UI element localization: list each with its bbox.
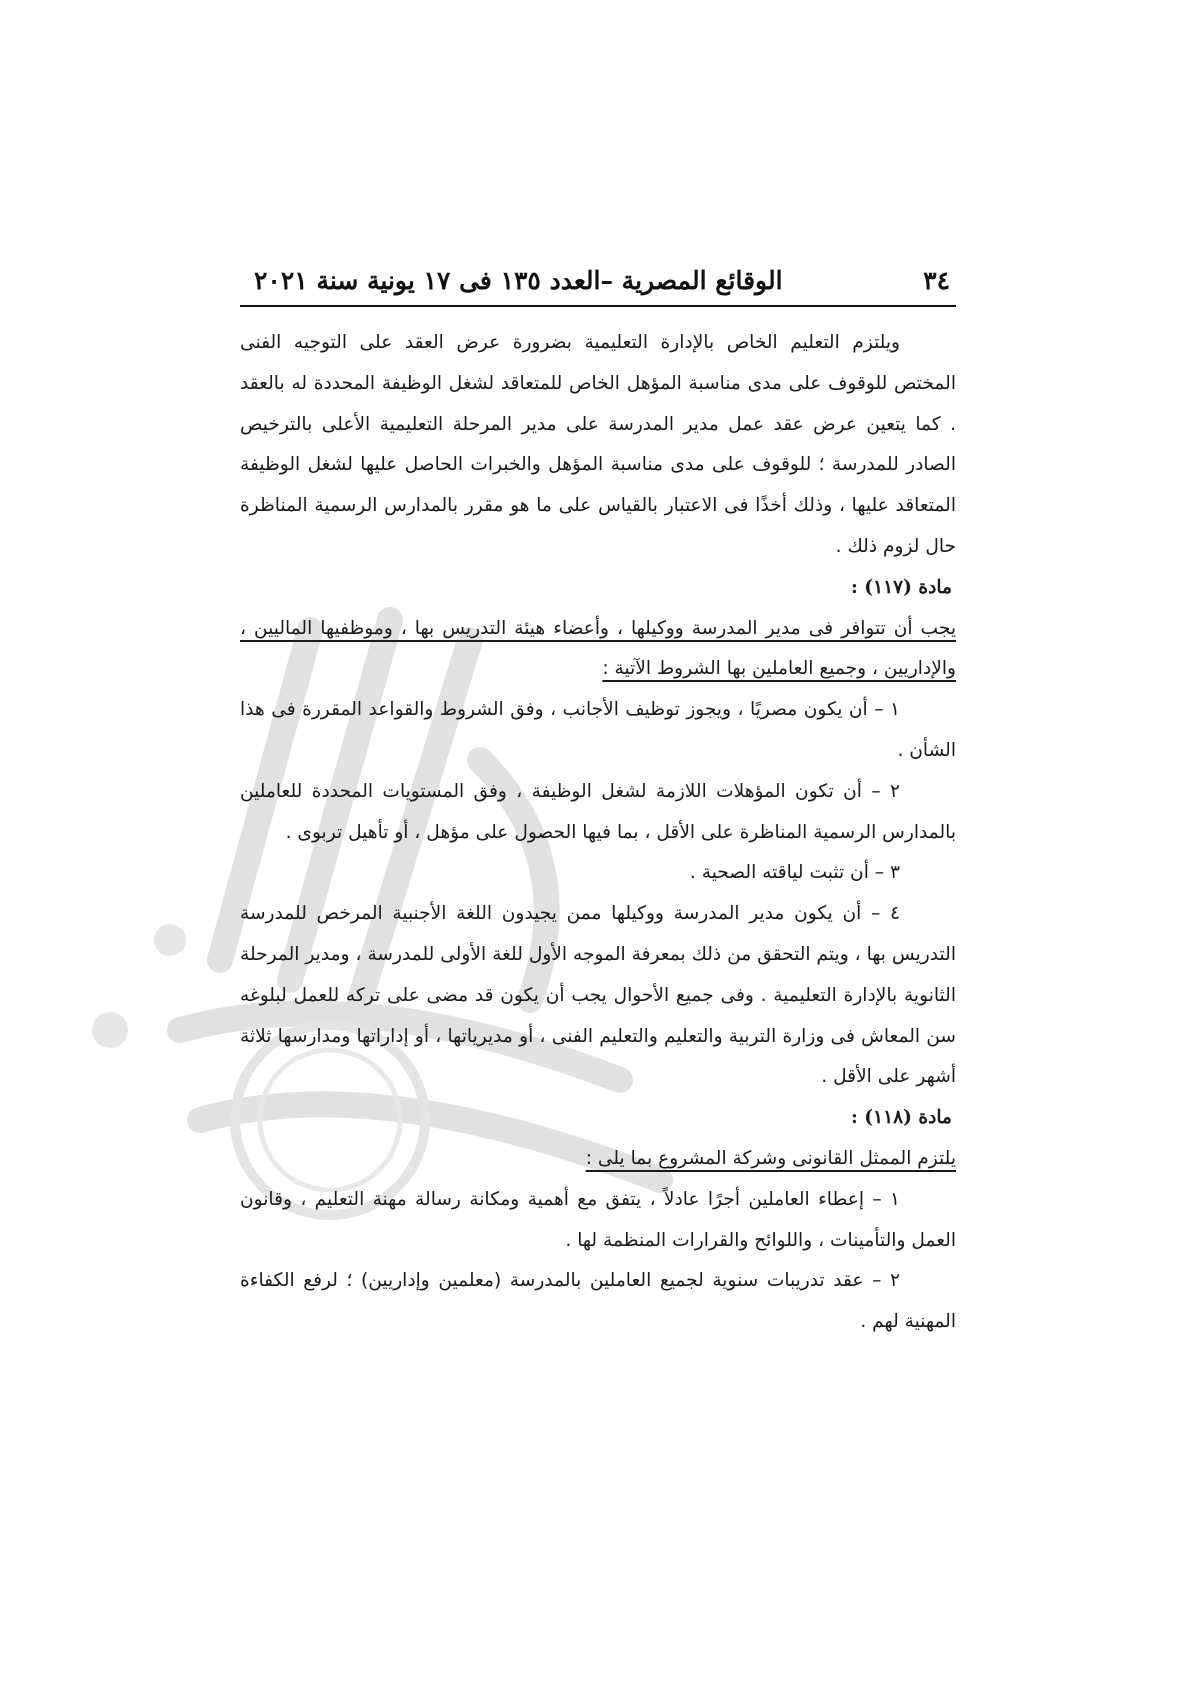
article-117-lead-text: يجب أن تتوافر فى مدير المدرسة ووكيلها ، وأعضاء هيئة التدريس بها ، وموظفيها الماليين ، والإداريين ، وجميع العاملين بها الشروط الآتية : <box>240 617 956 680</box>
article-118-item-1: ١ – إعطاء العاملين أجرًا عادلاً ، يتفق مع أهمية ومكانة رسالة مهنة التعليم ، وقانون العمل والتأمينات ، واللوائح والقرارات المنظمة لها . <box>240 1188 956 1251</box>
article-117-item-1: ١ – أن يكون مصريًا ، ويجوز توظيف الأجانب ، وفق الشروط والقواعد المقررة فى هذا الشأن . <box>240 699 956 761</box>
header-divider <box>240 305 956 307</box>
intro-paragraph: ويلتزم التعليم الخاص بالإدارة التعليمية بضرورة عرض العقد على التوجيه الفنى المختص للوقوف على مدى مناسبة المؤهل الخاص للمتعاقد لشغل الوظيفة المحددة له بالعقد . كما يتعين عرض عقد عمل مدير المدرسة على مدير المرحلة التعليمية الأعلى بالترخيص الصادر للمدرسة ؛ للوقوف على مدى مناسبة المؤهل والخبرات الحاصل عليها لشغل الوظيفة المتعاقد عليها ، وذلك أخذًا فى الاعتبار بالقياس على ما هو مقرر بالمدارس الرسمية المناظرة حال لزوم ذلك . <box>240 332 956 557</box>
page-number: ٣٤ <box>923 266 950 295</box>
gazette-title: الوقائع المصرية –العدد ١٣٥ فى ١٧ يونية سنة ٢٠٢١ <box>254 266 783 295</box>
article-118-lead-text: يلتزم الممثل القانونى وشركة المشروع بما يلى : <box>585 1147 956 1169</box>
article-117-title: مادة (١١٧) : <box>850 576 952 598</box>
article-118-title: مادة (١١٨) : <box>850 1107 952 1129</box>
article-117-item-3: ٣ – أن تثبت لياقته الصحية . <box>689 862 900 884</box>
article-118-lead <box>240 1139 956 1180</box>
document-page <box>240 266 956 1343</box>
article-117-lead <box>240 609 956 691</box>
article-117-item-2: ٢ – أن تكون المؤهلات اللازمة لشغل الوظيفة ، وفق المستويات المحددة للعاملين بالمدارس الرسمية المناظرة على الأقل ، بما فيها الحصول على مؤهل ، أو تأهيل تربوى . <box>240 780 956 843</box>
page-header <box>240 266 956 305</box>
document-body <box>240 323 956 1343</box>
article-117-item-4: ٤ – أن يكون مدير المدرسة ووكيلها ممن يجيدون اللغة الأجنبية المرخص للمدرسة التدريس بها ، ويتم التحقق من ذلك بمعرفة الموجه الأول للغة الأولى للمدرسة ، ومدير المرحلة الثانوية بالإدارة التعليمية . وفى جميع الأحوال يجب أن يكون قد مضى على تركه للعمل لبلوغه سن المعاش فى وزارة التربية والتعليم والتعليم الفنى ، أو مديرياتها ، أو إداراتها ومدارسها ثلاثة أشهر على الأقل . <box>240 903 956 1088</box>
article-118-item-2: ٢ – عقد تدريبات سنوية لجميع العاملين بالمدرسة (معلمين وإداريين) ؛ لرفع الكفاءة المهنية لهم . <box>240 1270 956 1333</box>
